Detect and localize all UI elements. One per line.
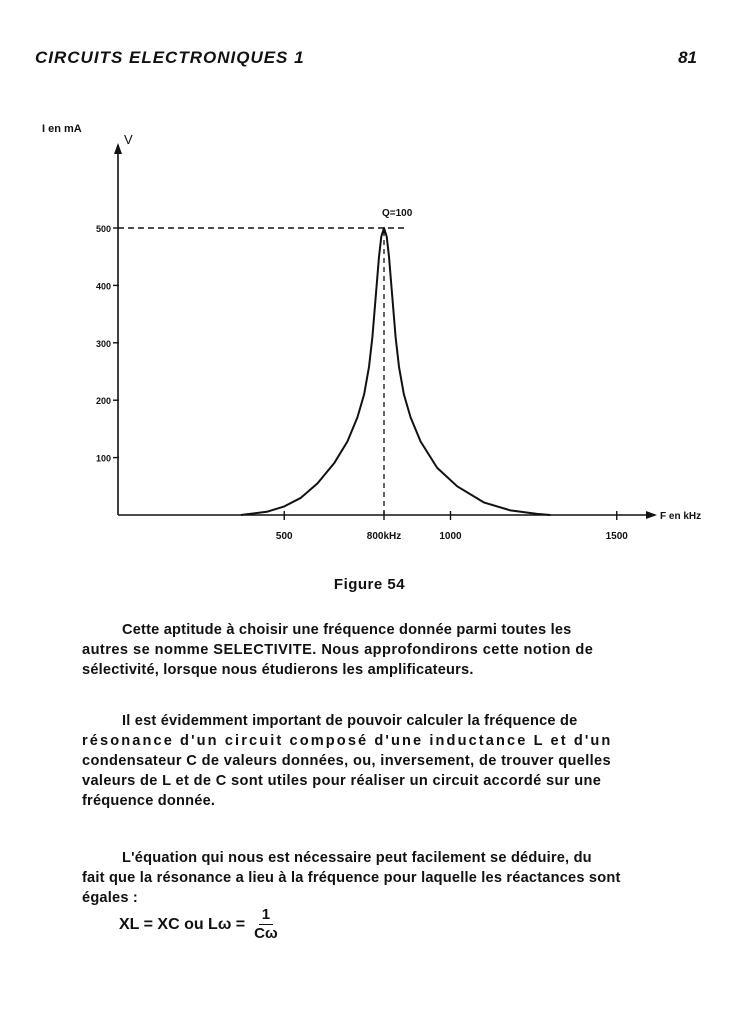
text-line: fréquence donnée. <box>82 793 216 809</box>
y-axis-label: I en mA <box>42 123 82 135</box>
fraction-numerator: 1 <box>259 906 273 925</box>
resonance-curve <box>241 228 550 515</box>
text-line: Cette aptitude à choisir une fréquence donnée parmi toutes les <box>122 622 572 638</box>
x-tick-label: 800kHz <box>366 531 402 542</box>
paragraph-resonance-calc <box>82 711 696 811</box>
y-tick-label: 300 <box>95 338 111 349</box>
y-axis-label-secondary: V <box>124 132 133 147</box>
reactance-equation <box>119 906 281 943</box>
fraction-denominator: Cω <box>254 925 278 942</box>
x-tick-label: 500 <box>275 531 293 542</box>
y-axis-arrow <box>114 143 122 154</box>
running-title: CIRCUITS ELECTRONIQUES 1 <box>35 48 305 67</box>
text-line: valeurs de L et de C sont utiles pour réaliser un circuit accordé sur une <box>82 773 602 789</box>
y-tick-label: 200 <box>95 396 111 407</box>
x-tick-label: 1000 <box>439 531 462 542</box>
paragraph-selectivity <box>82 620 696 680</box>
equation-fraction <box>251 906 281 943</box>
y-tick-label: 400 <box>95 281 111 292</box>
x-tick-label: 1500 <box>605 531 628 542</box>
text-line: L'équation qui nous est nécessaire peut facilement se déduire, du <box>122 850 592 866</box>
y-tick-label: 100 <box>95 453 111 464</box>
q-factor-annotation: Q=100 <box>382 208 413 219</box>
text-line: fait que la résonance a lieu à la fréquence pour laquelle les réactances sont <box>82 870 621 886</box>
text-line: Il est évidemment important de pouvoir calculer la fréquence de <box>122 713 578 729</box>
equation-lhs: XL = XC ou Lω = <box>119 915 246 933</box>
text-line: résonance d'un circuit composé d'une inductance L et d'un <box>82 733 613 749</box>
text-line: égales : <box>82 890 138 906</box>
x-axis-arrow <box>646 511 657 519</box>
text-line: sélectivité, lorsque nous étudierons les amplificateurs. <box>82 662 474 678</box>
figure-caption: Figure 54 <box>333 576 406 593</box>
text-line: autres se nomme SELECTIVITE. Nous approfondirons cette notion de <box>82 642 594 658</box>
page-number: 81 <box>678 48 697 67</box>
paragraph-equation-intro <box>82 848 696 908</box>
text-line: condensateur C de valeurs données, ou, inversement, de trouver quelles <box>82 753 611 769</box>
y-tick-label: 500 <box>95 224 111 234</box>
x-axis-label: F en kHz <box>660 511 702 522</box>
